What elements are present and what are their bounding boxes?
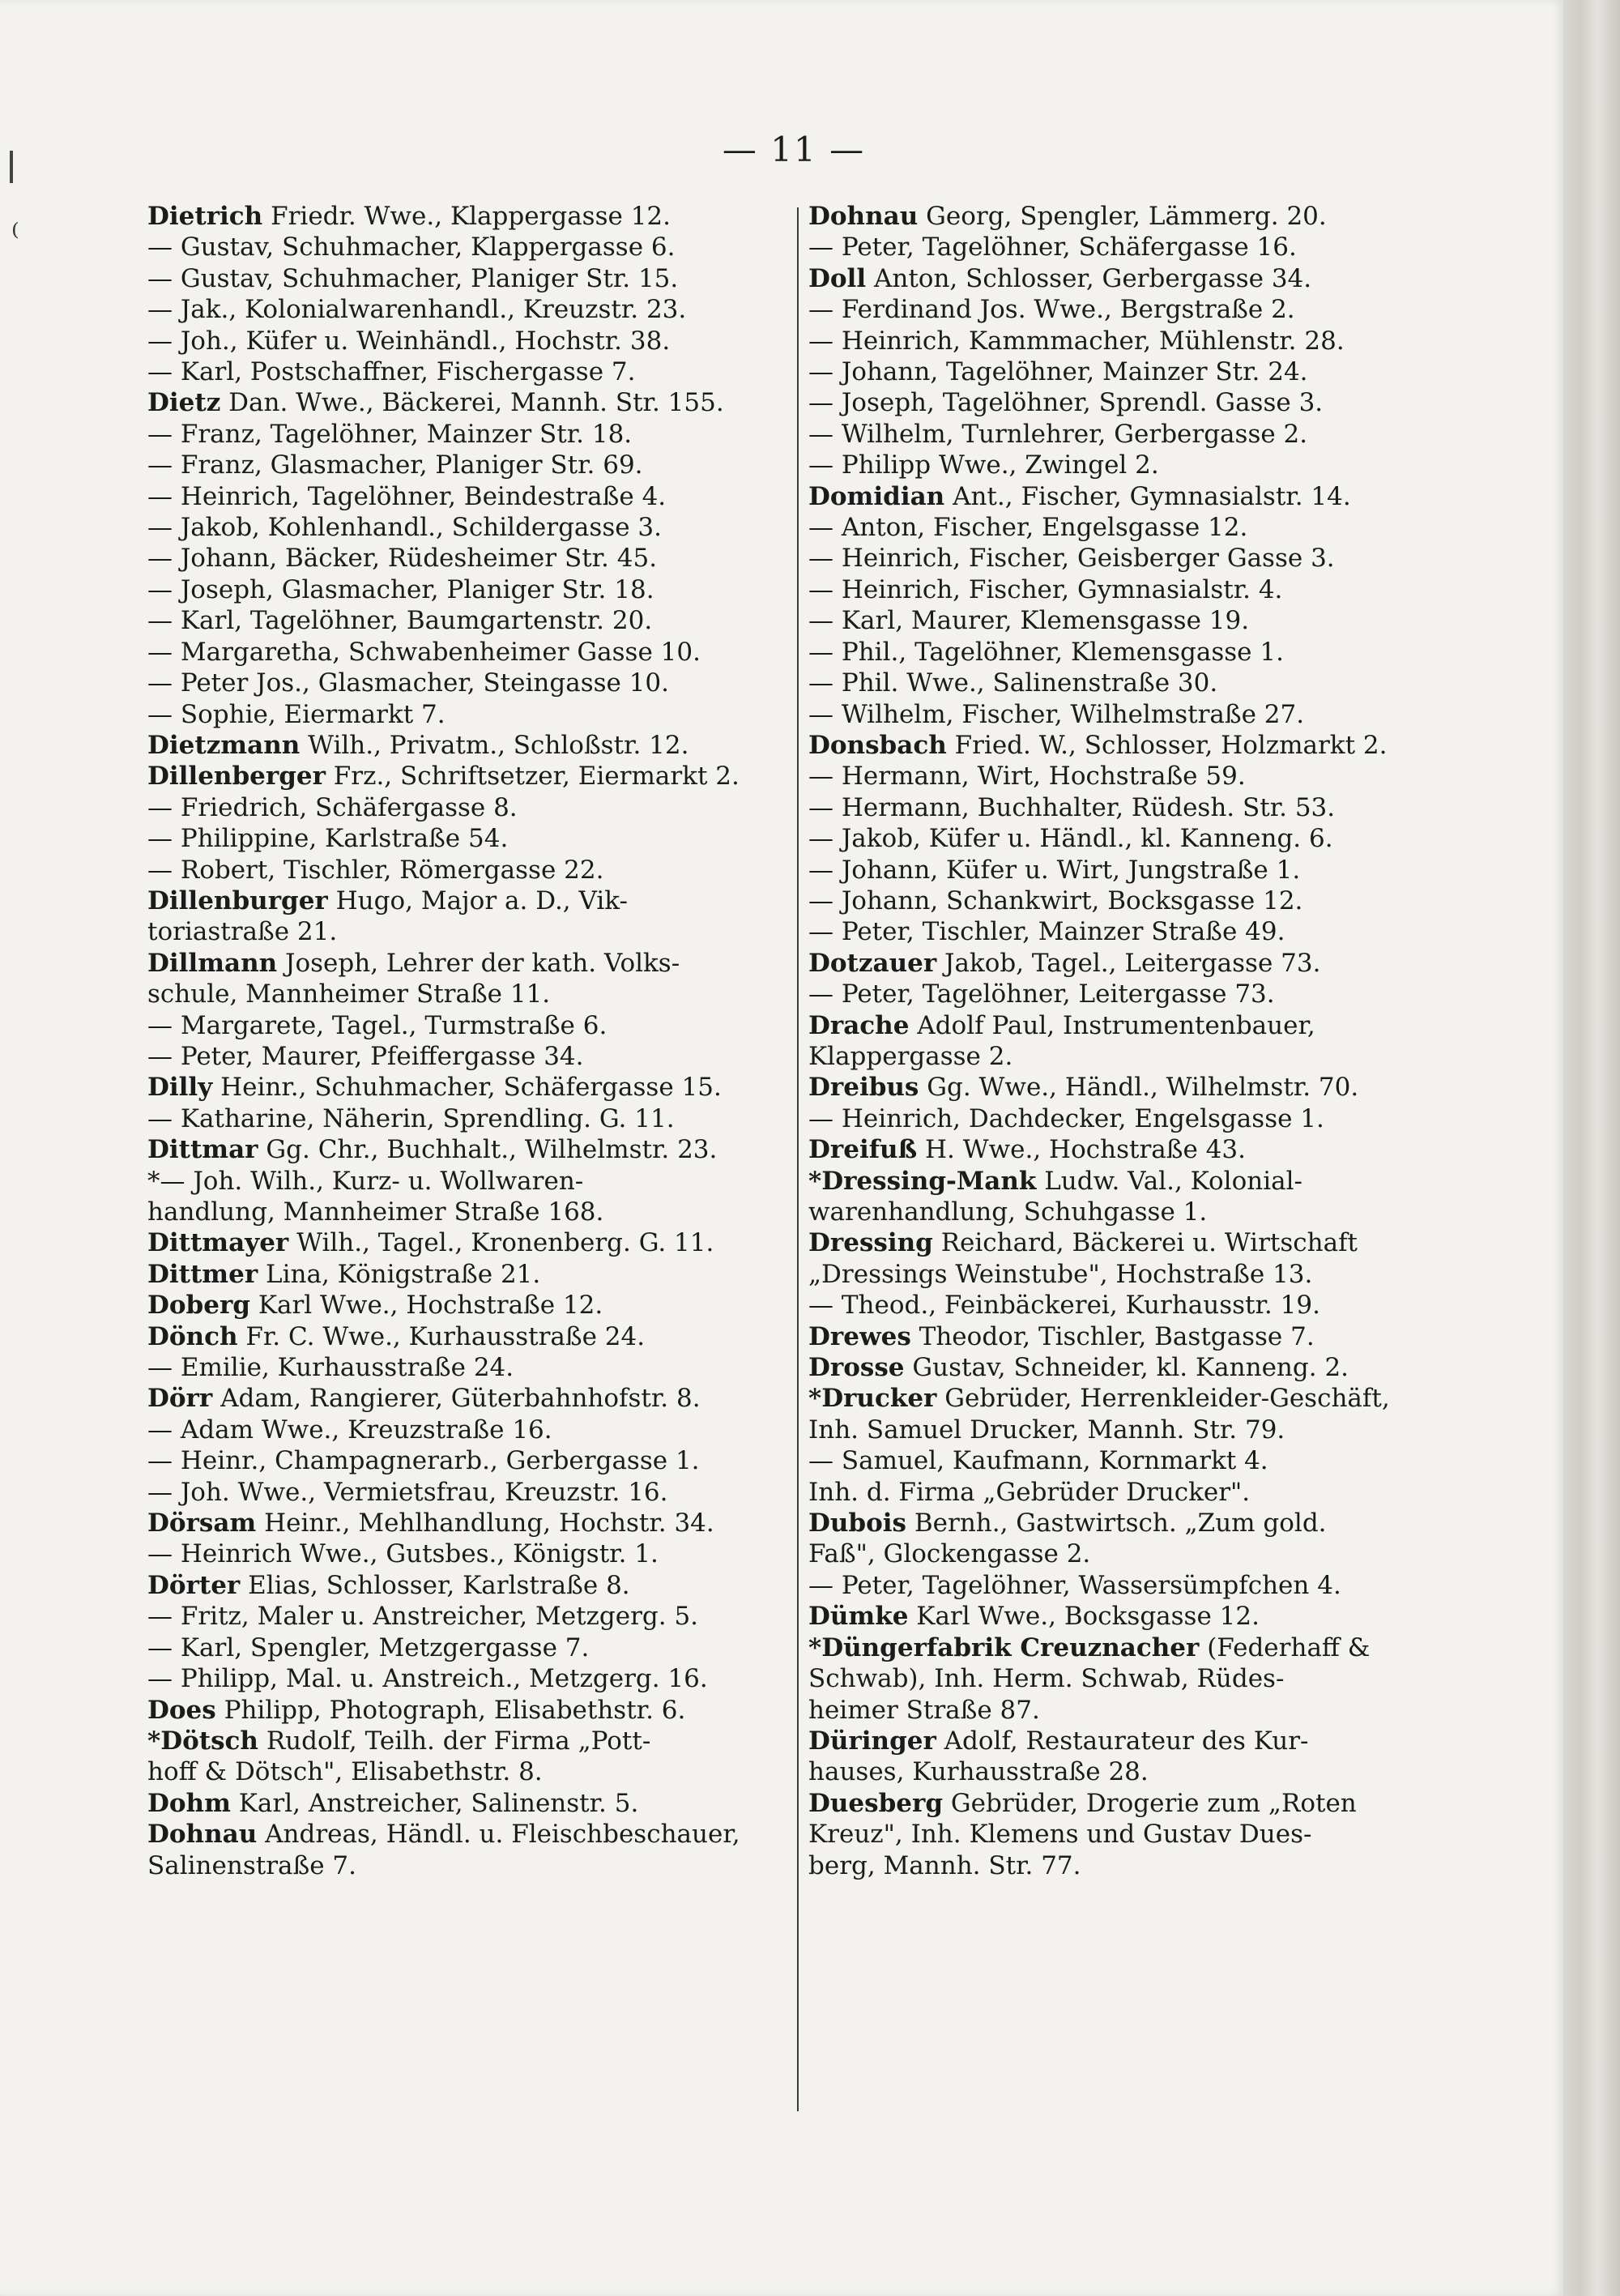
entry-text: Inh. Samuel Drucker, Mannh. Str. 79.: [808, 1415, 1285, 1445]
entry-text: Andreas, Händl. u. Fleischbeschauer,: [257, 1820, 740, 1850]
entry-surname: *Düngerfabrik Creuznacher: [808, 1632, 1200, 1662]
entry-text: Klappergasse 2.: [808, 1041, 1013, 1071]
directory-entry: [147, 886, 787, 916]
entry-surname: Does: [147, 1695, 216, 1725]
entry-text: — Hermann, Buchhalter, Rüdesh. Str. 53.: [808, 792, 1336, 822]
left-column: [147, 201, 787, 1881]
entry-text: — Peter, Maurer, Pfeiffergasse 34.: [147, 1041, 584, 1071]
directory-entry: [147, 1663, 787, 1694]
entry-surname: Dietrich: [147, 202, 263, 231]
entry-surname: *Dressing-Mank: [808, 1166, 1037, 1196]
entry-text: — Jak., Kolonialwarenhandl., Kreuzstr. 23.: [147, 295, 687, 325]
entry-text: — Robert, Tischler, Römergasse 22.: [147, 855, 604, 885]
entry-text: Schwab), Inh. Herm. Schwab, Rüdes-: [808, 1664, 1285, 1694]
entry-text: berg, Mannh. Str. 77.: [808, 1850, 1081, 1880]
entry-surname: Düringer: [808, 1726, 936, 1756]
entry-text: Heinr., Schuhmacher, Schäfergasse 15.: [212, 1073, 722, 1103]
entry-surname: Dörr: [147, 1384, 213, 1414]
directory-entry: [147, 699, 787, 730]
entry-text: Heinr., Mehlhandlung, Hochstr. 34.: [256, 1509, 714, 1538]
directory-entry: [808, 1290, 1448, 1321]
directory-entry: [147, 1538, 787, 1569]
directory-entry: [147, 1259, 787, 1290]
directory-entry: [808, 1726, 1448, 1756]
directory-entry: [147, 1134, 787, 1165]
entry-text: Lina, Königstraße 21.: [258, 1259, 541, 1289]
entry-text: — Phil. Wwe., Salinenstraße 30.: [808, 668, 1218, 698]
directory-entry: [808, 294, 1448, 325]
directory-entry: [808, 792, 1448, 823]
entry-text: — Peter, Tagelöhner, Leitergasse 73.: [808, 979, 1275, 1009]
directory-entry: [147, 1850, 787, 1881]
directory-entry: [808, 1227, 1448, 1258]
directory-entry: [147, 294, 787, 325]
directory-entry: [808, 979, 1448, 1009]
entry-surname: Dillenberger: [147, 762, 326, 792]
entry-text: — Jakob, Küfer u. Händl., kl. Kanneng. 6.: [808, 824, 1333, 854]
entry-text: Karl Wwe., Hochstraße 12.: [249, 1291, 603, 1321]
margin-tick: [10, 151, 13, 183]
directory-entry: [147, 948, 787, 979]
directory-entry: [808, 1850, 1448, 1881]
entry-text: hoff & Dötsch", Elisabethstr. 8.: [147, 1757, 543, 1787]
directory-entry: [808, 1601, 1448, 1632]
entry-text: — Johann, Küfer u. Wirt, Jungstraße 1.: [808, 855, 1301, 885]
directory-entry: [147, 574, 787, 605]
entry-text: — Joh., Küfer u. Weinhändl., Hochstr. 38.: [147, 326, 671, 356]
entry-surname: Drache: [808, 1010, 910, 1040]
entry-text: — Emilie, Kurhausstraße 24.: [147, 1353, 514, 1383]
directory-entry: [808, 543, 1448, 574]
directory-entry: [147, 1352, 787, 1383]
directory-entry: [808, 1663, 1448, 1694]
entry-text: Faß", Glockengasse 2.: [808, 1539, 1091, 1569]
entry-surname: Dubois: [808, 1509, 907, 1538]
directory-entry: [147, 1570, 787, 1601]
directory-entry: [808, 1010, 1448, 1041]
directory-entry: [808, 730, 1448, 761]
entry-text: — Wilhelm, Fischer, Wilhelmstraße 27.: [808, 699, 1305, 729]
entry-surname: Domidian: [808, 481, 945, 511]
directory-entry: [147, 1321, 787, 1352]
directory-entry: [147, 1508, 787, 1538]
entry-text: Kreuz", Inh. Klemens und Gustav Dues-: [808, 1820, 1312, 1850]
entry-surname: Dohm: [147, 1788, 231, 1818]
directory-entry: [808, 1756, 1448, 1787]
directory-entry: [808, 1103, 1448, 1134]
directory-entry: [147, 1695, 787, 1726]
directory-entry: [147, 1477, 787, 1508]
entry-text: heimer Straße 87.: [808, 1695, 1040, 1725]
directory-entry: [147, 979, 787, 1009]
entry-text: — Joh. Wwe., Vermietsfrau, Kreuzstr. 16.: [147, 1477, 668, 1507]
entry-text: — Wilhelm, Turnlehrer, Gerbergasse 2.: [808, 419, 1308, 449]
entry-text: — Gustav, Schuhmacher, Klappergasse 6.: [147, 233, 676, 262]
entry-surname: Dörsam: [147, 1509, 257, 1538]
directory-entry: [147, 356, 787, 387]
directory-entry: [808, 326, 1448, 356]
directory-entry: [808, 232, 1448, 262]
directory-entry: [147, 668, 787, 698]
directory-entry: [147, 232, 787, 262]
directory-entry: [147, 543, 787, 574]
entry-text: — Peter Jos., Glasmacher, Steingasse 10.: [147, 668, 670, 698]
entry-surname: Dörter: [147, 1570, 241, 1600]
directory-entry: [808, 1041, 1448, 1072]
directory-entry: [808, 1788, 1448, 1819]
directory-entry: [808, 761, 1448, 792]
directory-entry: [147, 761, 787, 792]
entry-text: — Philipp, Mal. u. Anstreich., Metzgerg. 16.: [147, 1664, 708, 1694]
entry-surname: Dittmer: [147, 1259, 258, 1289]
entry-text: Karl, Anstreicher, Salinenstr. 5.: [230, 1788, 639, 1818]
directory-entry: [808, 1072, 1448, 1103]
entry-surname: Donsbach: [808, 730, 947, 760]
entry-text: — Theod., Feinbäckerei, Kurhausstr. 19.: [808, 1291, 1320, 1321]
entry-text: — Franz, Glasmacher, Planiger Str. 69.: [147, 450, 643, 480]
entry-text: Jakob, Tagel., Leitergasse 73.: [936, 948, 1321, 978]
entry-text: — Adam Wwe., Kreuzstraße 16.: [147, 1415, 552, 1445]
directory-entry: [147, 419, 787, 450]
directory-entry: [808, 574, 1448, 605]
directory-entry: [147, 387, 787, 418]
directory-entry: [808, 419, 1448, 450]
entry-text: Karl Wwe., Bocksgasse 12.: [908, 1602, 1260, 1632]
entry-text: — Heinrich, Kammmacher, Mühlenstr. 28.: [808, 326, 1345, 356]
directory-entry: [808, 1321, 1448, 1352]
entry-text: warenhandlung, Schuhgasse 1.: [808, 1197, 1208, 1227]
margin-mark: ⁽: [11, 217, 19, 254]
entry-text: — Hermann, Wirt, Hochstraße 59.: [808, 762, 1246, 792]
entry-text: Adam, Rangierer, Güterbahnhofstr. 8.: [212, 1384, 701, 1414]
entry-text: Philipp, Photograph, Elisabethstr. 6.: [215, 1695, 686, 1725]
directory-entry: [808, 481, 1448, 512]
entry-surname: Dreibus: [808, 1073, 919, 1103]
entry-surname: Dittmayer: [147, 1228, 289, 1258]
entry-text: — Franz, Tagelöhner, Mainzer Str. 18.: [147, 419, 633, 449]
entry-text: — Katharine, Näherin, Sprendling. G. 11.: [147, 1103, 675, 1133]
directory-entry: [808, 823, 1448, 854]
directory-entry: [808, 668, 1448, 698]
entry-text: Theodor, Tischler, Bastgasse 7.: [910, 1321, 1315, 1351]
entry-text: — Jakob, Kohlenhandl., Schildergasse 3.: [147, 513, 663, 543]
entry-text: — Margaretha, Schwabenheimer Gasse 10.: [147, 637, 701, 667]
directory-entry: [147, 823, 787, 854]
entry-surname: *Dötsch: [147, 1726, 258, 1756]
directory-entry: [147, 1726, 787, 1756]
entry-text: Gg. Chr., Buchhalt., Wilhelmstr. 23.: [258, 1135, 718, 1165]
entry-surname: Dohnau: [808, 202, 919, 231]
directory-entry: [147, 916, 787, 947]
directory-entry: [808, 1197, 1448, 1227]
entry-text: — Philipp Wwe., Zwingel 2.: [808, 450, 1159, 480]
directory-entry: [147, 1788, 787, 1819]
entry-surname: Doll: [808, 263, 867, 293]
directory-entry: [808, 1538, 1448, 1569]
entry-text: Fr. C. Wwe., Kurhausstraße 24.: [237, 1321, 646, 1351]
entry-surname: Dotzauer: [808, 948, 937, 978]
directory-entry: [808, 1445, 1448, 1476]
directory-entry: [147, 1041, 787, 1072]
entry-text: Anton, Schlosser, Gerbergasse 34.: [866, 263, 1312, 293]
entry-surname: Drosse: [808, 1353, 905, 1383]
entry-text: „Dressings Weinstube", Hochstraße 13.: [808, 1259, 1313, 1289]
directory-entry: [147, 1197, 787, 1227]
directory-entry: [147, 512, 787, 543]
entry-text: — Johann, Schankwirt, Bocksgasse 12.: [808, 886, 1303, 915]
entry-text: — Peter, Tagelöhner, Schäfergasse 16.: [808, 233, 1297, 262]
entry-text: Adolf Paul, Instrumentenbauer,: [909, 1010, 1315, 1040]
entry-text: — Samuel, Kaufmann, Kornmarkt 4.: [808, 1446, 1268, 1476]
page-number: — 11 —: [722, 130, 866, 169]
directory-entry: [808, 855, 1448, 886]
entry-text: Elias, Schlosser, Karlstraße 8.: [240, 1570, 630, 1600]
directory-entry: [808, 387, 1448, 418]
directory-entry: [808, 1477, 1448, 1508]
entry-text: — Gustav, Schuhmacher, Planiger Str. 15.: [147, 263, 679, 293]
directory-entry: [808, 356, 1448, 387]
entry-text: Rudolf, Teilh. der Firma „Pott-: [258, 1726, 651, 1756]
entry-text: — Ferdinand Jos. Wwe., Bergstraße 2.: [808, 295, 1295, 325]
entry-text: — Karl, Spengler, Metzgergasse 7.: [147, 1632, 590, 1662]
entry-text: Gebrüder, Herrenkleider-Geschäft,: [936, 1384, 1390, 1414]
directory-entry: [147, 730, 787, 761]
directory-entry: [808, 1166, 1448, 1197]
directory-entry: [147, 1227, 787, 1258]
entry-surname: Doberg: [147, 1291, 250, 1321]
directory-entry: [808, 1352, 1448, 1383]
directory-entry: [147, 1010, 787, 1041]
entry-text: Ludw. Val., Kolonial-: [1036, 1166, 1302, 1196]
entry-text: — Heinrich, Fischer, Gymnasialstr. 4.: [808, 574, 1283, 604]
entry-text: — Johann, Bäcker, Rüdesheimer Str. 45.: [147, 544, 658, 574]
entry-text: — Karl, Tagelöhner, Baumgartenstr. 20.: [147, 606, 653, 636]
directory-entry: [808, 605, 1448, 636]
directory-entry: [808, 1259, 1448, 1290]
entry-text: Adolf, Restaurateur des Kur-: [936, 1726, 1309, 1756]
entry-text: — Peter, Tischler, Mainzer Straße 49.: [808, 917, 1285, 947]
entry-text: — Heinrich, Tagelöhner, Beindestraße 4.: [147, 481, 667, 511]
directory-entry: [147, 1415, 787, 1445]
entry-text: — Friedrich, Schäfergasse 8.: [147, 792, 518, 822]
entry-text: Wilh., Tagel., Kronenberg. G. 11.: [288, 1228, 714, 1258]
entry-surname: Dillmann: [147, 948, 278, 978]
entry-text: toriastraße 21.: [147, 917, 338, 947]
directory-entry: [147, 605, 787, 636]
entry-text: H. Wwe., Hochstraße 43.: [917, 1135, 1246, 1165]
entry-text: — Sophie, Eiermarkt 7.: [147, 699, 446, 729]
directory-entry: [147, 481, 787, 512]
entry-text: — Joseph, Tagelöhner, Sprendl. Gasse 3.: [808, 388, 1324, 418]
entry-text: Salinenstraße 7.: [147, 1850, 356, 1880]
entry-text: — Karl, Maurer, Klemensgasse 19.: [808, 606, 1250, 636]
directory-entry: [808, 512, 1448, 543]
entry-text: — Heinrich, Fischer, Geisberger Gasse 3.: [808, 544, 1335, 574]
entry-text: Gg. Wwe., Händl., Wilhelmstr. 70.: [919, 1073, 1359, 1103]
directory-entry: [808, 948, 1448, 979]
entry-text: — Phil., Tagelöhner, Klemensgasse 1.: [808, 637, 1284, 667]
entry-surname: Dümke: [808, 1602, 909, 1632]
entry-text: — Heinrich, Dachdecker, Engelsgasse 1.: [808, 1103, 1324, 1133]
entry-text: Frz., Schriftsetzer, Eiermarkt 2.: [325, 762, 740, 792]
directory-entry: [147, 1819, 787, 1850]
entry-text: — Fritz, Maler u. Anstreicher, Metzgerg. 5.: [147, 1602, 699, 1632]
entry-text: Fried. W., Schlosser, Holzmarkt 2.: [946, 730, 1388, 760]
directory-entry: [808, 1570, 1448, 1601]
entry-surname: Dietz: [147, 388, 221, 418]
directory-entry: [808, 916, 1448, 947]
entry-text: Gebrüder, Drogerie zum „Roten: [943, 1788, 1357, 1818]
entry-text: — Margarete, Tagel., Turmstraße 6.: [147, 1010, 608, 1040]
directory-entry: [147, 855, 787, 886]
directory-entry: [808, 1695, 1448, 1726]
directory-entry: [147, 637, 787, 668]
entry-text: Hugo, Major a. D., Vik-: [327, 886, 628, 915]
column-divider: [797, 207, 799, 2111]
entry-text: — Heinr., Champagnerarb., Gerbergasse 1.: [147, 1446, 700, 1476]
directory-entry: [147, 1632, 787, 1663]
directory-entry: [147, 1166, 787, 1197]
entry-surname: Dönch: [147, 1321, 238, 1351]
entry-surname: *Drucker: [808, 1384, 937, 1414]
entry-text: Georg, Spengler, Lämmerg. 20.: [918, 202, 1327, 231]
directory-entry: [147, 1383, 787, 1414]
directory-entry: [808, 201, 1448, 232]
directory-entry: [147, 1445, 787, 1476]
entry-text: Ant., Fischer, Gymnasialstr. 14.: [944, 481, 1351, 511]
entry-text: — Karl, Postschaffner, Fischergasse 7.: [147, 357, 636, 387]
entry-text: Gustav, Schneider, kl. Kanneng. 2.: [904, 1353, 1349, 1383]
entry-text: — Peter, Tagelöhner, Wassersümpfchen 4.: [808, 1570, 1341, 1600]
directory-entry: [147, 263, 787, 294]
entry-text: (Federhaff &: [1199, 1632, 1371, 1662]
directory-entry: [147, 1290, 787, 1321]
entry-surname: Dressing: [808, 1228, 933, 1258]
entry-text: schule, Mannheimer Straße 11.: [147, 979, 551, 1009]
directory-entry: [147, 450, 787, 480]
directory-entry: [808, 450, 1448, 480]
entry-text: Bernh., Gastwirtsch. „Zum gold.: [906, 1509, 1327, 1538]
directory-entry: [147, 326, 787, 356]
entry-surname: Dreifuß: [808, 1135, 918, 1165]
entry-text: Inh. d. Firma „Gebrüder Drucker".: [808, 1477, 1251, 1507]
directory-entry: [808, 1632, 1448, 1663]
entry-text: *— Joh. Wilh., Kurz- u. Wollwaren-: [147, 1166, 584, 1196]
page-edge: [1563, 0, 1620, 2296]
entry-text: — Philippine, Karlstraße 54.: [147, 824, 509, 854]
directory-entry: [808, 263, 1448, 294]
directory-entry: [808, 699, 1448, 730]
directory-entry: [808, 1819, 1448, 1850]
entry-text: hauses, Kurhausstraße 28.: [808, 1757, 1149, 1787]
entry-text: Reichard, Bäckerei u. Wirtschaft: [932, 1228, 1358, 1258]
entry-text: Friedr. Wwe., Klappergasse 12.: [262, 202, 671, 231]
entry-text: handlung, Mannheimer Straße 168.: [147, 1197, 604, 1227]
entry-surname: Dillenburger: [147, 886, 328, 915]
entry-surname: Dietzmann: [147, 730, 301, 760]
directory-entry: [808, 1415, 1448, 1445]
directory-entry: [808, 637, 1448, 668]
directory-entry: [147, 792, 787, 823]
directory-entry: [808, 1383, 1448, 1414]
entry-surname: Dittmar: [147, 1135, 258, 1165]
entry-surname: Dilly: [147, 1073, 213, 1103]
directory-entry: [147, 201, 787, 232]
entry-text: — Joseph, Glasmacher, Planiger Str. 18.: [147, 574, 654, 604]
directory-entry: [147, 1072, 787, 1103]
entry-text: Dan. Wwe., Bäckerei, Mannh. Str. 155.: [220, 388, 724, 418]
directory-entry: [147, 1601, 787, 1632]
entry-text: — Heinrich Wwe., Gutsbes., Königstr. 1.: [147, 1539, 659, 1569]
directory-entry: [808, 1134, 1448, 1165]
entry-text: — Johann, Tagelöhner, Mainzer Str. 24.: [808, 357, 1308, 387]
entry-surname: Duesberg: [808, 1788, 944, 1818]
directory-entry: [147, 1103, 787, 1134]
entry-surname: Dohnau: [147, 1820, 258, 1850]
entry-text: Joseph, Lehrer der kath. Volks-: [277, 948, 680, 978]
entry-text: — Anton, Fischer, Engelsgasse 12.: [808, 513, 1248, 543]
directory-entry: [147, 1756, 787, 1787]
entry-surname: Drewes: [808, 1321, 911, 1351]
right-column: [808, 201, 1448, 1881]
directory-entry: [808, 1508, 1448, 1538]
directory-entry: [808, 886, 1448, 916]
entry-text: Wilh., Privatm., Schloßstr. 12.: [300, 730, 689, 760]
